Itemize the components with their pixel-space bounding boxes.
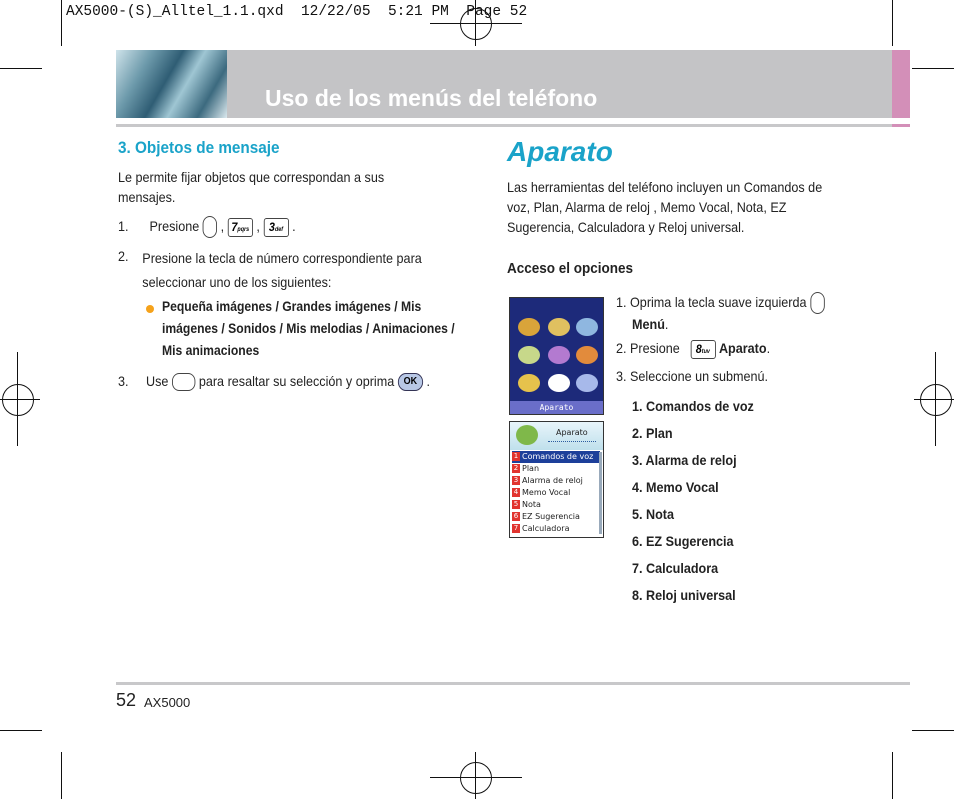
scrollbar[interactable]: [599, 452, 602, 534]
crop-mark: [914, 399, 954, 400]
menu-icon: [548, 318, 570, 336]
section-tab: [892, 50, 910, 118]
crop-mark: [892, 0, 893, 46]
submenu-item: 4. Memo Vocal: [632, 479, 719, 495]
section-intro: Le permite fijar objetos que correspondan a sus mensajes.: [118, 169, 385, 205]
left-soft-key-icon: [203, 216, 217, 238]
access-step-3: 3. Seleccione un submenú.: [616, 368, 769, 384]
crop-mark: [61, 0, 62, 46]
screen-menu-item[interactable]: 6 EZ Sugerencia: [513, 512, 580, 521]
submenu-item: 7. Calculadora: [632, 560, 719, 576]
menu-icon-grid: [514, 306, 599, 396]
registration-mark: [920, 384, 952, 416]
menu-icon: [548, 346, 570, 364]
crop-mark: [430, 777, 522, 778]
screen-menu-item[interactable]: 5 Nota: [513, 500, 541, 509]
submenu-item: 8. Reloj universal: [632, 587, 736, 603]
screen-menu-item[interactable]: 7 Calculadora: [513, 524, 570, 533]
access-step-2: 2. Presione 8tuv Aparato.: [616, 338, 770, 359]
bullet-dot-icon: [146, 300, 154, 318]
crop-mark: [475, 752, 476, 799]
screen-header: [510, 422, 603, 450]
aparato-label: Aparato: [718, 340, 767, 356]
step-text: Presione la tecla de número correspondiente para seleccionar uno de los siguientes:: [142, 250, 422, 290]
submenu-item: 5. Nota: [632, 506, 675, 522]
step-3: 3. Use para resaltar su selección y oprima OK .: [118, 371, 430, 391]
crop-mark: [912, 730, 954, 731]
key-7-icon: 7pqrs: [228, 218, 253, 237]
step-number: 1.: [118, 218, 129, 234]
menu-icon: [576, 374, 598, 392]
bullet-options: Pequeña imágenes / Grandes imágenes / Mis imágenes / Sonidos / Mis melodias / Animaciones / Mis animaciones: [162, 299, 455, 358]
ok-key-icon: OK: [398, 373, 423, 391]
menu-icon: [518, 346, 540, 364]
divider: [892, 124, 910, 127]
registration-mark: [2, 384, 34, 416]
tools-icon: [516, 425, 538, 445]
menu-label: Menú.: [632, 316, 669, 332]
screen-menu-item[interactable]: 2 Plan: [513, 464, 540, 473]
crop-mark: [430, 23, 522, 24]
access-step-1: [616, 292, 824, 314]
key-3-icon: 3def: [263, 218, 288, 237]
menu-icon: [518, 318, 540, 336]
step-1: 1. Presione , 7pqrs , 3def .: [118, 216, 296, 238]
phone-screen-list: [509, 421, 604, 538]
submenu-item: 2. Plan: [632, 425, 673, 441]
registration-mark: [460, 762, 492, 794]
crop-mark: [0, 730, 42, 731]
footer-divider: [116, 682, 910, 685]
crop-mark: [0, 68, 42, 69]
screen-title-bar: Aparato: [510, 401, 603, 414]
step-text: 1. Oprima la tecla suave izquierda: [616, 294, 807, 310]
crop-mark: [17, 352, 18, 446]
menu-icon: [548, 374, 570, 392]
screen-menu-item[interactable]: 1 Comandos de voz: [512, 451, 600, 463]
step-text: para resaltar su selección y oprima: [198, 373, 395, 389]
page-indicator: [548, 441, 596, 444]
page-title: Uso de los menús del teléfono: [265, 85, 598, 111]
section-intro: Las herramientas del teléfono incluyen un Comandos de voz, Plan, Alarma de reloj , Memo Vocal, Nota, EZ Sugerencia, Calculadora y Reloj universal.: [507, 179, 823, 235]
screen-title: Aparato: [556, 428, 588, 437]
menu-icon: [576, 346, 598, 364]
section-title: Aparato: [507, 136, 613, 167]
step-number: 2.: [118, 248, 129, 264]
section-heading: 3. Objetos de mensaje: [118, 138, 280, 157]
key-8-icon: 8tuv: [690, 340, 715, 359]
submenu-item: 6. EZ Sugerencia: [632, 533, 734, 549]
step-text: Use: [146, 373, 169, 389]
phone-screen-menu-grid: [509, 297, 604, 415]
divider: [116, 124, 892, 127]
step-text: Presione: [149, 218, 200, 234]
screen-menu: [512, 451, 600, 535]
submenu-item: 3. Alarma de reloj: [632, 452, 737, 468]
crop-mark: [912, 68, 954, 69]
step-number: 3.: [118, 373, 129, 389]
menu-icon: [576, 318, 598, 336]
step-2: [118, 246, 433, 290]
crop-mark: [0, 399, 40, 400]
step-text: 2. Presione: [616, 340, 680, 356]
crop-mark: [61, 752, 62, 799]
menu-icon: [518, 374, 540, 392]
sub-heading: Acceso el opciones: [507, 260, 634, 277]
submenu-item: 1. Comandos de voz: [632, 398, 754, 414]
model-name: AX5000: [144, 695, 191, 710]
left-soft-key-icon: [810, 292, 824, 314]
header-photo: [116, 50, 227, 118]
screen-menu-item[interactable]: 3 Alarma de reloj: [513, 476, 583, 485]
screen-menu-item[interactable]: 4 Memo Vocal: [513, 488, 571, 497]
page-number: 52: [116, 690, 137, 710]
crop-mark: [935, 352, 936, 446]
print-slug: AX5000-(S)_Alltel_1.1.qxd 12/22/05 5:21 PM Page 52: [66, 4, 528, 20]
crop-mark: [892, 752, 893, 799]
nav-key-icon: [172, 373, 195, 391]
